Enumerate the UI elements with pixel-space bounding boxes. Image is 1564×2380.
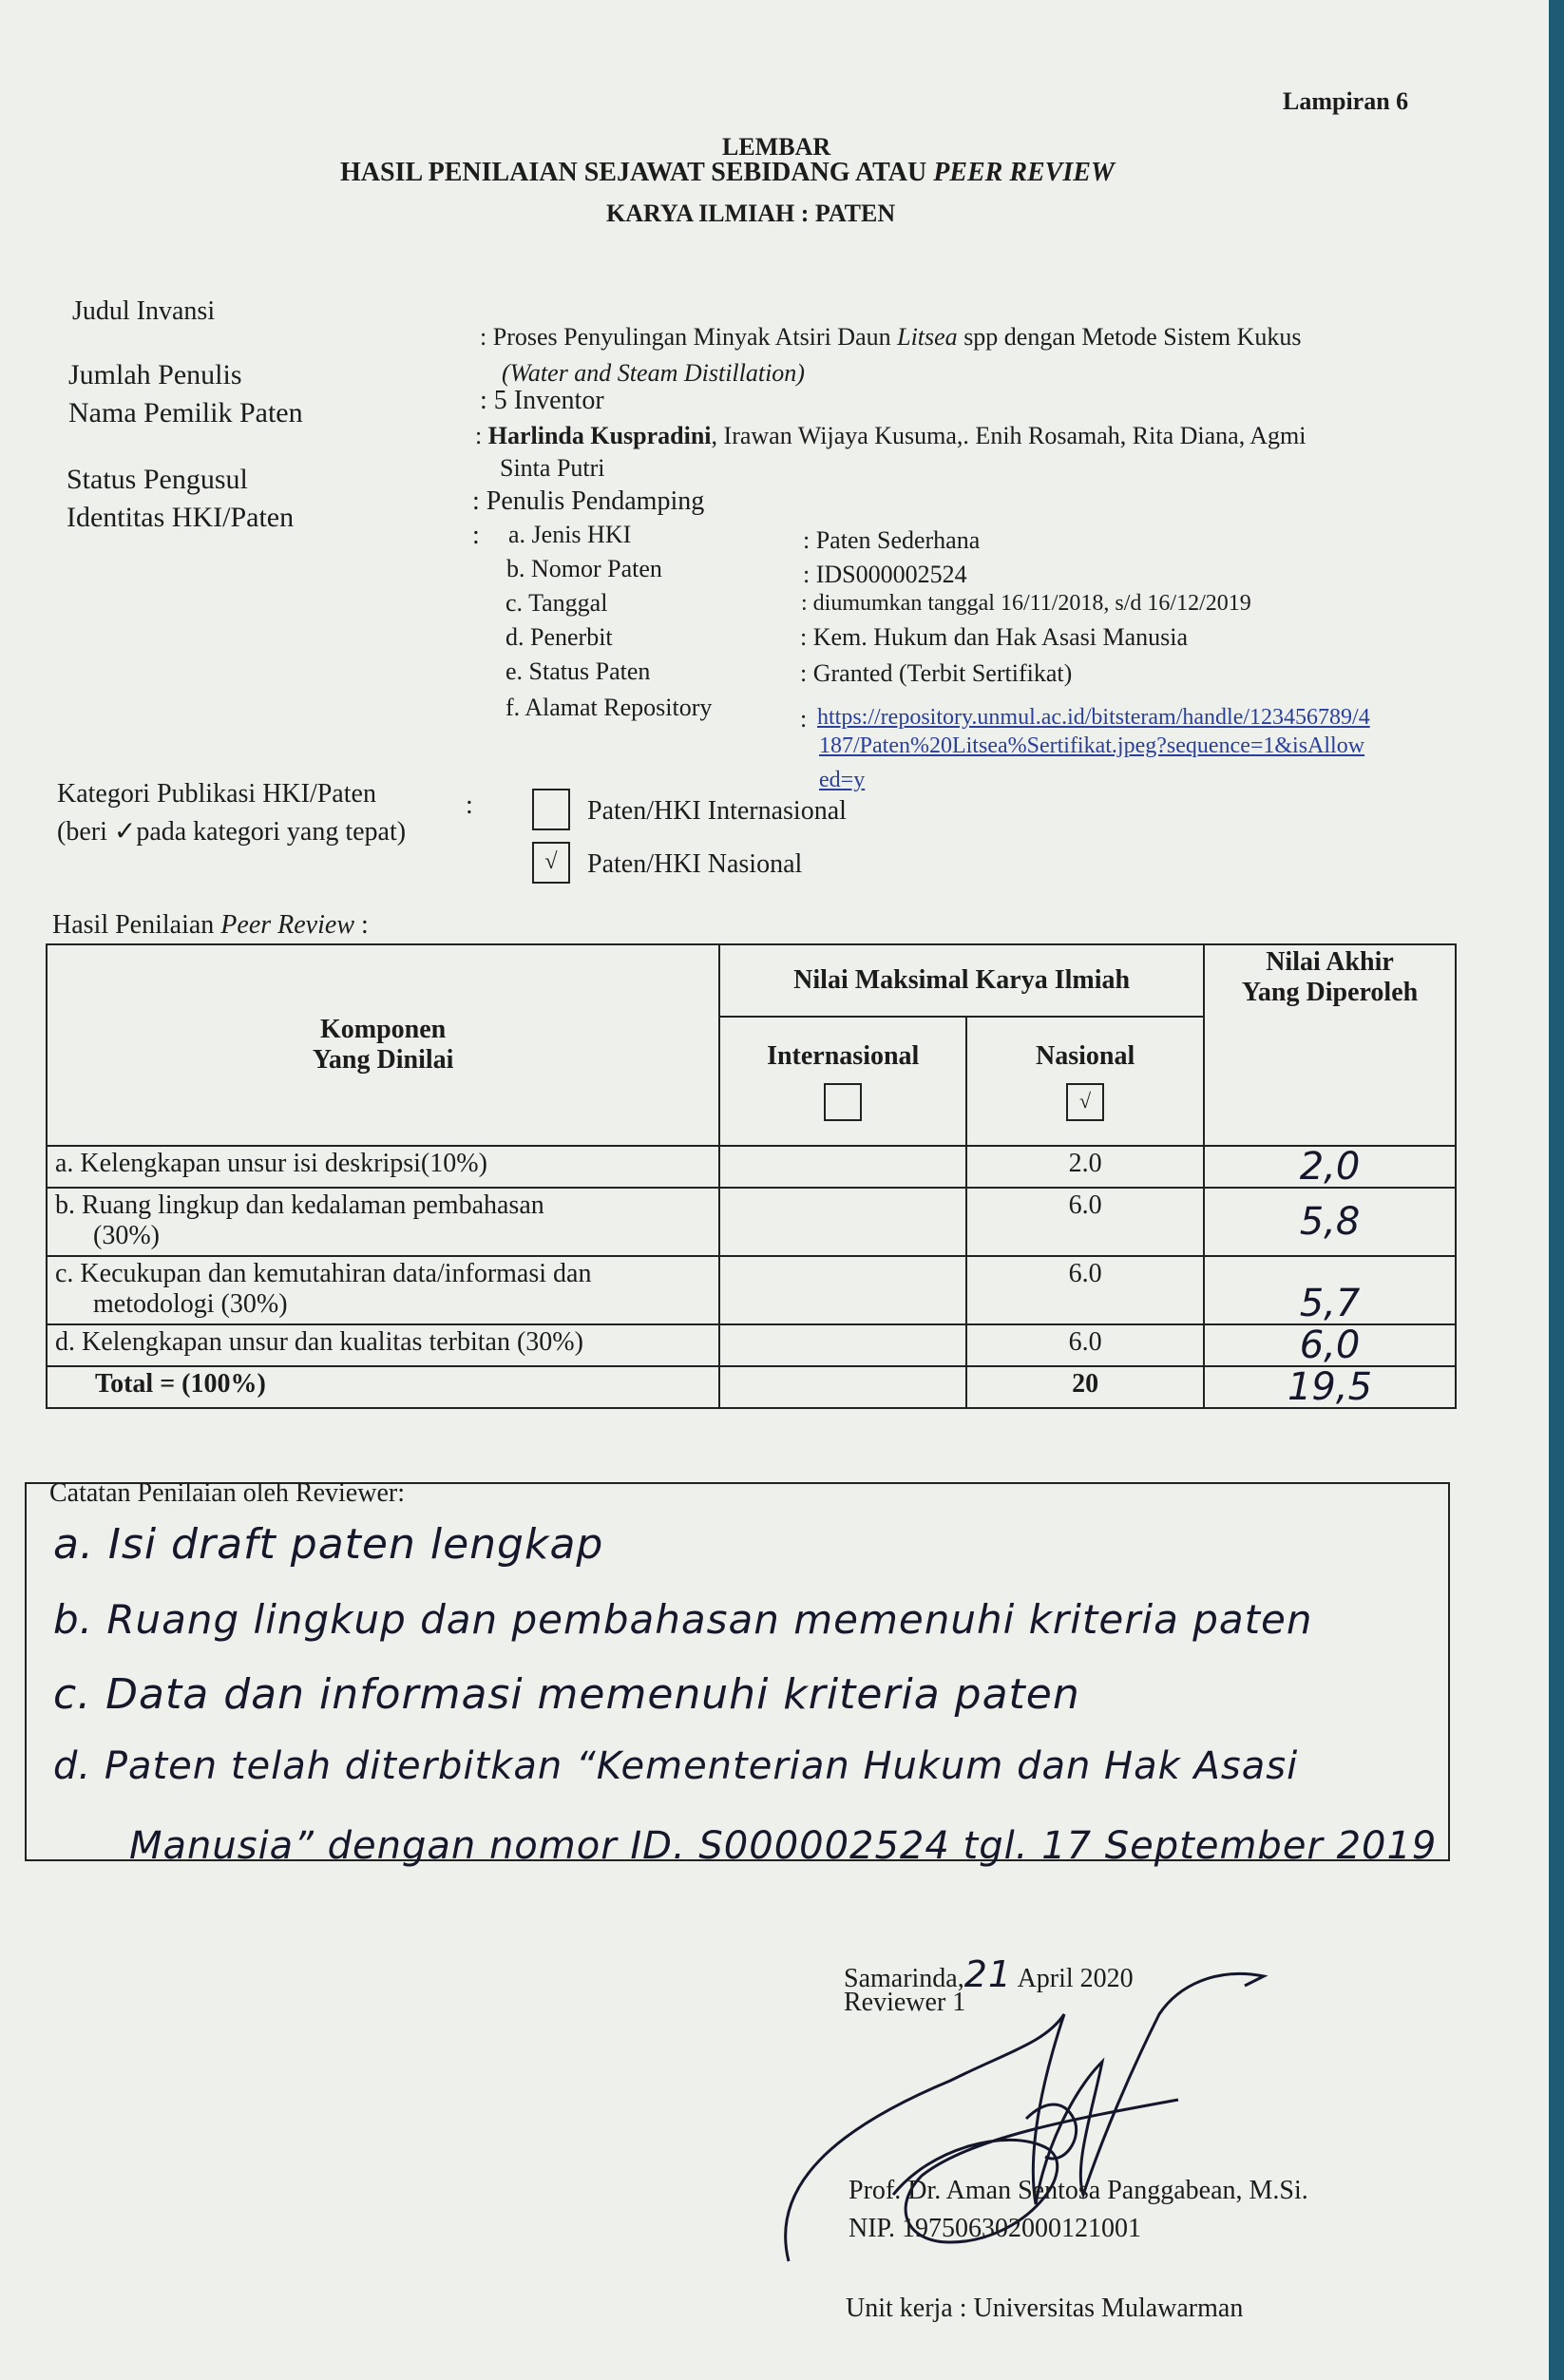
total-internasional [719, 1366, 966, 1408]
nama-value-line2: Sinta Putri [500, 454, 605, 482]
table-row [47, 1324, 1456, 1366]
label-nama: Nama Pemilik Paten [68, 397, 303, 428]
label-status: Status Pengusul [67, 464, 248, 495]
internasional-header-text: Internasional [767, 1041, 920, 1071]
row-internasional [719, 1146, 966, 1188]
hki-label-f: f. Alamat Repository [505, 694, 713, 721]
nama-value-bold: Harlinda Kuspradini [487, 422, 712, 449]
hki-value-a: : Paten Sederhana [803, 526, 981, 554]
row-label-line1: b. Ruang lingkup dan kedalaman pembahasan [55, 1190, 544, 1220]
note-line-b: b. Ruang lingkup dan pembahasan memenuhi kriteria paten [53, 1596, 1313, 1643]
row-score: 6,0 [1204, 1324, 1456, 1366]
signature-place: Samarinda, [844, 1964, 964, 1993]
label-judul: Judul Invansi [72, 296, 216, 326]
checkbox-internasional[interactable] [532, 789, 570, 830]
hki-colon: : [472, 521, 480, 550]
label-identitas: Identitas HKI/Paten [67, 502, 295, 533]
notes-title: Catatan Penilaian oleh Reviewer: [49, 1478, 405, 1508]
table-row [47, 1256, 1456, 1324]
hasil-label-end: : [354, 910, 369, 940]
status-value: : Penulis Pendamping [472, 486, 705, 516]
jumlah-value: : 5 Inventor [480, 386, 604, 415]
nilai-akhir-header-2: Yang Diperoleh [1241, 978, 1419, 1007]
total-score: 19,5 [1204, 1366, 1456, 1408]
row-score: 5,7 [1204, 1256, 1456, 1324]
repository-link-line3[interactable]: ed=y [819, 768, 866, 792]
reviewer-unit: Unit kerja : Universitas Mulawarman [846, 2294, 1244, 2323]
nasional-header-text: Nasional [1035, 1041, 1135, 1071]
row-label [47, 1256, 719, 1324]
row-nasional: 2.0 [966, 1146, 1204, 1188]
hki-label-a: a. Jenis HKI [508, 521, 632, 548]
total-label: Total = (100%) [47, 1366, 719, 1408]
nilai-akhir-header-1: Nilai Akhir [1266, 947, 1394, 977]
option-nasional: Paten/HKI Nasional [587, 849, 803, 879]
hki-label-d: d. Penerbit [505, 623, 613, 651]
hki-value-b: : IDS000002524 [803, 561, 967, 588]
row-nasional: 6.0 [966, 1324, 1204, 1366]
option-internasional: Paten/HKI Internasional [587, 796, 847, 826]
checkbox-table-internasional[interactable] [824, 1083, 862, 1121]
kategori-colon: : [466, 790, 473, 820]
reviewer-nip: NIP. 197506302000121001 [849, 2214, 1142, 2243]
table-row [47, 1188, 1456, 1256]
note-line-d2: Manusia” dengan nomor ID. S000002524 tgl. 17 September 2019 [129, 1824, 1438, 1868]
table-row-total [47, 1366, 1456, 1408]
repository-link-line1[interactable]: https://repository.unmul.ac.id/bitsteram/handle/123456789/4 [817, 705, 1370, 730]
note-line-a: a. Isi draft paten lengkap [53, 1520, 604, 1569]
hki-value-e: : Granted (Terbit Sertifikat) [800, 659, 1073, 687]
hki-value-d: : Kem. Hukum dan Hak Asasi Manusia [800, 623, 1189, 651]
row-label [47, 1188, 719, 1256]
row-score: 5,8 [1204, 1188, 1456, 1256]
judul-value-line2: (Water and Steam Distillation) [502, 359, 805, 387]
nama-value: : Harlinda Kuspradini, Irawan Wijaya Kusuma,. Enih Rosamah, Rita Diana, Agmi [475, 422, 1307, 449]
kategori-hint: (beri ✓pada kategori yang tepat) [57, 817, 407, 847]
status-value-text: Penulis Pendamping [486, 486, 705, 516]
hasil-label [52, 910, 369, 941]
score-table [46, 943, 1457, 1409]
row-label-line1: c. Kecukupan dan kemutahiran data/informasi dan [55, 1259, 592, 1288]
row-internasional [719, 1188, 966, 1256]
row-label: d. Kelengkapan unsur dan kualitas terbitan (30%) [47, 1324, 719, 1366]
judul-value-a: Proses Penyulingan Minyak Atsiri Daun [492, 323, 898, 351]
title-line-2-italic: PEER REVIEW [933, 158, 1115, 187]
row-nasional: 6.0 [966, 1188, 1204, 1256]
total-nasional: 20 [966, 1366, 1204, 1408]
lampiran-label: Lampiran 6 [1283, 87, 1409, 115]
row-internasional [719, 1256, 966, 1324]
hki-label-c: c. Tanggal [505, 589, 608, 617]
note-line-d: d. Paten telah diterbitkan “Kementerian Hukum dan Hak Asasi [53, 1744, 1299, 1788]
row-label-line2: metodologi (30%) [93, 1289, 288, 1319]
row-internasional [719, 1324, 966, 1366]
judul-value: : Proses Penyulingan Minyak Atsiri Daun Litsea spp dengan Metode Sistem Kukus [480, 323, 1302, 351]
title-line-2 [340, 158, 1115, 188]
checkbox-table-nasional[interactable]: √ [1066, 1083, 1104, 1121]
row-label-line2: (30%) [93, 1221, 160, 1250]
title-line-3: KARYA ILMIAH : PATEN [606, 200, 896, 227]
hasil-label-text: Hasil Penilaian [52, 910, 221, 940]
nilai-akhir-header [1204, 944, 1456, 1146]
row-nasional: 6.0 [966, 1256, 1204, 1324]
signature-role: Reviewer 1 [844, 1988, 966, 2017]
row-score: 2,0 [1204, 1146, 1456, 1188]
nasional-header [966, 1017, 1204, 1146]
title-line-1: LEMBAR [722, 133, 831, 161]
hki-value-f: : [800, 705, 808, 733]
hasil-label-italic: Peer Review [220, 910, 354, 940]
jumlah-value-text: 5 Inventor [493, 386, 604, 415]
komponen-header [47, 944, 719, 1146]
signature-month-year: April 2020 [1017, 1964, 1134, 1993]
reviewer-name: Prof. Dr. Aman Sentosa Panggabean, M.Si. [849, 2176, 1308, 2205]
row-label: a. Kelengkapan unsur isi deskripsi(10%) [47, 1146, 719, 1188]
judul-value-italic: Litsea [897, 323, 958, 351]
hki-label-b: b. Nomor Paten [506, 555, 662, 582]
komponen-header-1: Komponen [320, 1015, 447, 1044]
checkbox-nasional[interactable]: √ [532, 842, 570, 884]
internasional-header [719, 1017, 966, 1146]
judul-value-b: spp dengan Metode Sistem Kukus [957, 323, 1302, 351]
kategori-label: Kategori Publikasi HKI/Paten [57, 779, 376, 809]
hki-value-c: : diumumkan tanggal 16/11/2018, s/d 16/12/2019 [801, 591, 1251, 616]
komponen-header-2: Yang Dinilai [312, 1045, 454, 1075]
hki-label-e: e. Status Paten [505, 657, 651, 685]
repository-link-line2[interactable]: 187/Paten%20Litsea%Sertifikat.jpeg?sequence=1&isAllow [819, 733, 1365, 758]
table-row [47, 1146, 1456, 1188]
signature-day: 21 [963, 1953, 1013, 1995]
nama-value-rest: , Irawan Wijaya Kusuma,. Enih Rosamah, Rita Diana, Agmi [711, 422, 1307, 449]
label-jumlah: Jumlah Penulis [68, 359, 242, 390]
title-line-2-text: HASIL PENILAIAN SEJAWAT SEBIDANG ATAU [340, 158, 934, 187]
nilai-maks-header: Nilai Maksimal Karya Ilmiah [719, 944, 1204, 1017]
note-line-c: c. Data dan informasi memenuhi kriteria paten [53, 1670, 1080, 1719]
